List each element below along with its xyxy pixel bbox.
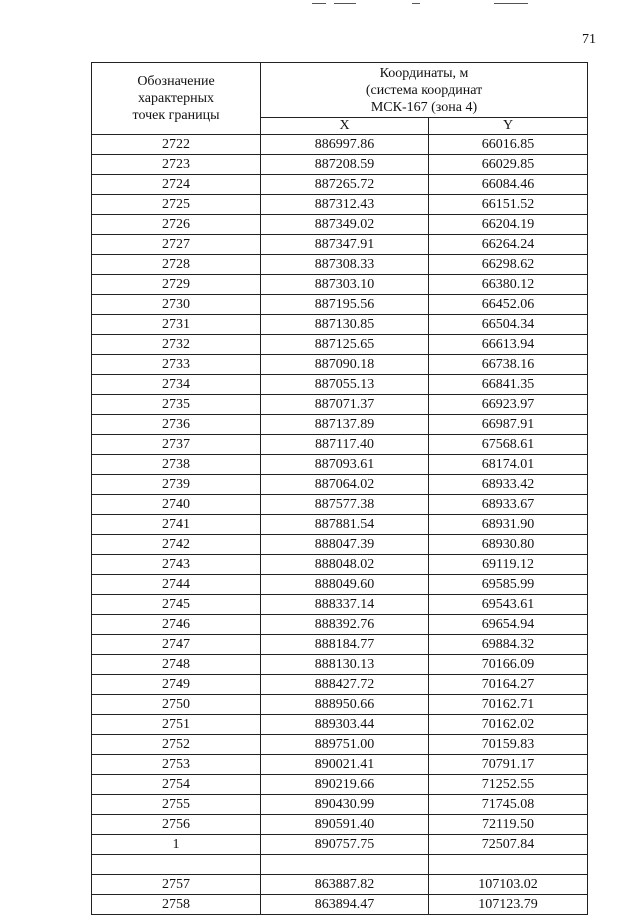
point-cell (92, 855, 261, 875)
point-cell: 2737 (92, 435, 261, 455)
table-row (92, 875, 588, 895)
x-cell: 887130.85 (261, 315, 429, 335)
point-cell: 2725 (92, 195, 261, 215)
x-cell: 887303.10 (261, 275, 429, 295)
point-cell: 2757 (92, 875, 261, 895)
point-cell: 2726 (92, 215, 261, 235)
table-row (92, 275, 588, 295)
table-row (92, 855, 588, 875)
header-y: Y (429, 118, 588, 135)
x-cell: 863894.47 (261, 895, 429, 915)
header-point-designation: Обозначение характерных точек границы (92, 63, 261, 135)
point-cell: 2734 (92, 375, 261, 395)
table-row (92, 575, 588, 595)
y-cell: 66380.12 (429, 275, 588, 295)
point-cell: 2731 (92, 315, 261, 335)
table-row (92, 635, 588, 655)
y-cell: 68930.80 (429, 535, 588, 555)
point-cell: 2736 (92, 415, 261, 435)
y-cell: 66016.85 (429, 135, 588, 155)
table-row (92, 435, 588, 455)
y-cell: 70166.09 (429, 655, 588, 675)
x-cell: 888427.72 (261, 675, 429, 695)
table-row (92, 835, 588, 855)
y-cell: 69119.12 (429, 555, 588, 575)
x-cell: 887064.02 (261, 475, 429, 495)
header-coordinates: Координаты, м (система координат МСК-167 (зона 4) (261, 63, 588, 118)
x-cell: 887093.61 (261, 455, 429, 475)
table-row (92, 215, 588, 235)
y-cell: 107103.02 (429, 875, 588, 895)
x-cell: 887071.37 (261, 395, 429, 415)
point-cell: 2747 (92, 635, 261, 655)
x-cell: 887208.59 (261, 155, 429, 175)
point-cell: 2723 (92, 155, 261, 175)
table-row (92, 415, 588, 435)
y-cell: 68933.67 (429, 495, 588, 515)
x-cell: 888184.77 (261, 635, 429, 655)
x-cell: 888392.76 (261, 615, 429, 635)
y-cell (429, 855, 588, 875)
x-cell: 890591.40 (261, 815, 429, 835)
table-row (92, 715, 588, 735)
y-cell: 66204.19 (429, 215, 588, 235)
y-cell: 68931.90 (429, 515, 588, 535)
table-row (92, 535, 588, 555)
x-cell: 890430.99 (261, 795, 429, 815)
table-row (92, 495, 588, 515)
point-cell: 2741 (92, 515, 261, 535)
y-cell: 71252.55 (429, 775, 588, 795)
x-cell: 890021.41 (261, 755, 429, 775)
x-cell: 887055.13 (261, 375, 429, 395)
point-cell: 2744 (92, 575, 261, 595)
y-cell: 66298.62 (429, 255, 588, 275)
x-cell: 888047.39 (261, 535, 429, 555)
table-row (92, 315, 588, 335)
page-number: 71 (582, 32, 596, 47)
table-row (92, 515, 588, 535)
x-cell: 887195.56 (261, 295, 429, 315)
point-cell: 2758 (92, 895, 261, 915)
point-cell: 2742 (92, 535, 261, 555)
x-cell: 887090.18 (261, 355, 429, 375)
point-cell: 2739 (92, 475, 261, 495)
table-row (92, 675, 588, 695)
y-cell: 71745.08 (429, 795, 588, 815)
table-row (92, 795, 588, 815)
y-cell: 66987.91 (429, 415, 588, 435)
point-cell: 2727 (92, 235, 261, 255)
table-row (92, 255, 588, 275)
point-cell: 2750 (92, 695, 261, 715)
y-cell: 66084.46 (429, 175, 588, 195)
x-cell: 888048.02 (261, 555, 429, 575)
x-cell: 889751.00 (261, 735, 429, 755)
table-row (92, 375, 588, 395)
y-cell: 69543.61 (429, 595, 588, 615)
x-cell: 887137.89 (261, 415, 429, 435)
x-cell: 887881.54 (261, 515, 429, 535)
table-row (92, 615, 588, 635)
point-cell: 2729 (92, 275, 261, 295)
table-row (92, 555, 588, 575)
point-cell: 2755 (92, 795, 261, 815)
point-cell: 2745 (92, 595, 261, 615)
y-cell: 66151.52 (429, 195, 588, 215)
point-cell: 2732 (92, 335, 261, 355)
x-cell: 890219.66 (261, 775, 429, 795)
table-row (92, 815, 588, 835)
table-row (92, 735, 588, 755)
coordinates-table (91, 62, 588, 915)
table-row (92, 355, 588, 375)
y-cell: 70162.02 (429, 715, 588, 735)
point-cell: 2733 (92, 355, 261, 375)
point-cell: 2735 (92, 395, 261, 415)
point-cell: 2740 (92, 495, 261, 515)
x-cell: 888049.60 (261, 575, 429, 595)
x-cell: 888337.14 (261, 595, 429, 615)
point-cell: 2753 (92, 755, 261, 775)
x-cell: 890757.75 (261, 835, 429, 855)
x-cell: 889303.44 (261, 715, 429, 735)
point-cell: 2748 (92, 655, 261, 675)
x-cell: 887312.43 (261, 195, 429, 215)
y-cell: 72119.50 (429, 815, 588, 835)
table-row (92, 395, 588, 415)
point-cell: 2730 (92, 295, 261, 315)
x-cell: 887308.33 (261, 255, 429, 275)
point-cell: 2756 (92, 815, 261, 835)
table-row (92, 695, 588, 715)
x-cell: 887349.02 (261, 215, 429, 235)
table-body (92, 135, 588, 915)
point-cell: 2724 (92, 175, 261, 195)
y-cell: 70791.17 (429, 755, 588, 775)
table-row (92, 175, 588, 195)
y-cell: 66738.16 (429, 355, 588, 375)
table-row (92, 455, 588, 475)
y-cell: 107123.79 (429, 895, 588, 915)
y-cell: 67568.61 (429, 435, 588, 455)
table-row (92, 135, 588, 155)
y-cell: 66613.94 (429, 335, 588, 355)
x-cell: 888130.13 (261, 655, 429, 675)
y-cell: 72507.84 (429, 835, 588, 855)
table-row (92, 755, 588, 775)
x-cell: 886997.86 (261, 135, 429, 155)
x-cell: 887117.40 (261, 435, 429, 455)
x-cell (261, 855, 429, 875)
table-row (92, 155, 588, 175)
header-x: X (261, 118, 429, 135)
x-cell: 863887.82 (261, 875, 429, 895)
y-cell: 69585.99 (429, 575, 588, 595)
point-cell: 2749 (92, 675, 261, 695)
y-cell: 66029.85 (429, 155, 588, 175)
y-cell: 66841.35 (429, 375, 588, 395)
table-row (92, 295, 588, 315)
x-cell: 887265.72 (261, 175, 429, 195)
x-cell: 887125.65 (261, 335, 429, 355)
point-cell: 2752 (92, 735, 261, 755)
point-cell: 2728 (92, 255, 261, 275)
y-cell: 70162.71 (429, 695, 588, 715)
x-cell: 887577.38 (261, 495, 429, 515)
table-row (92, 195, 588, 215)
table-row (92, 595, 588, 615)
point-cell: 2722 (92, 135, 261, 155)
point-cell: 2746 (92, 615, 261, 635)
table-row (92, 335, 588, 355)
y-cell: 66264.24 (429, 235, 588, 255)
y-cell: 70159.83 (429, 735, 588, 755)
point-cell: 1 (92, 835, 261, 855)
y-cell: 66504.34 (429, 315, 588, 335)
x-cell: 887347.91 (261, 235, 429, 255)
top-edge-marks (300, 0, 560, 8)
point-cell: 2743 (92, 555, 261, 575)
y-cell: 69884.32 (429, 635, 588, 655)
y-cell: 70164.27 (429, 675, 588, 695)
y-cell: 66452.06 (429, 295, 588, 315)
table-row (92, 655, 588, 675)
y-cell: 68174.01 (429, 455, 588, 475)
table-row (92, 235, 588, 255)
x-cell: 888950.66 (261, 695, 429, 715)
point-cell: 2754 (92, 775, 261, 795)
y-cell: 69654.94 (429, 615, 588, 635)
y-cell: 66923.97 (429, 395, 588, 415)
y-cell: 68933.42 (429, 475, 588, 495)
point-cell: 2738 (92, 455, 261, 475)
point-cell: 2751 (92, 715, 261, 735)
table-row (92, 475, 588, 495)
table-row (92, 775, 588, 795)
